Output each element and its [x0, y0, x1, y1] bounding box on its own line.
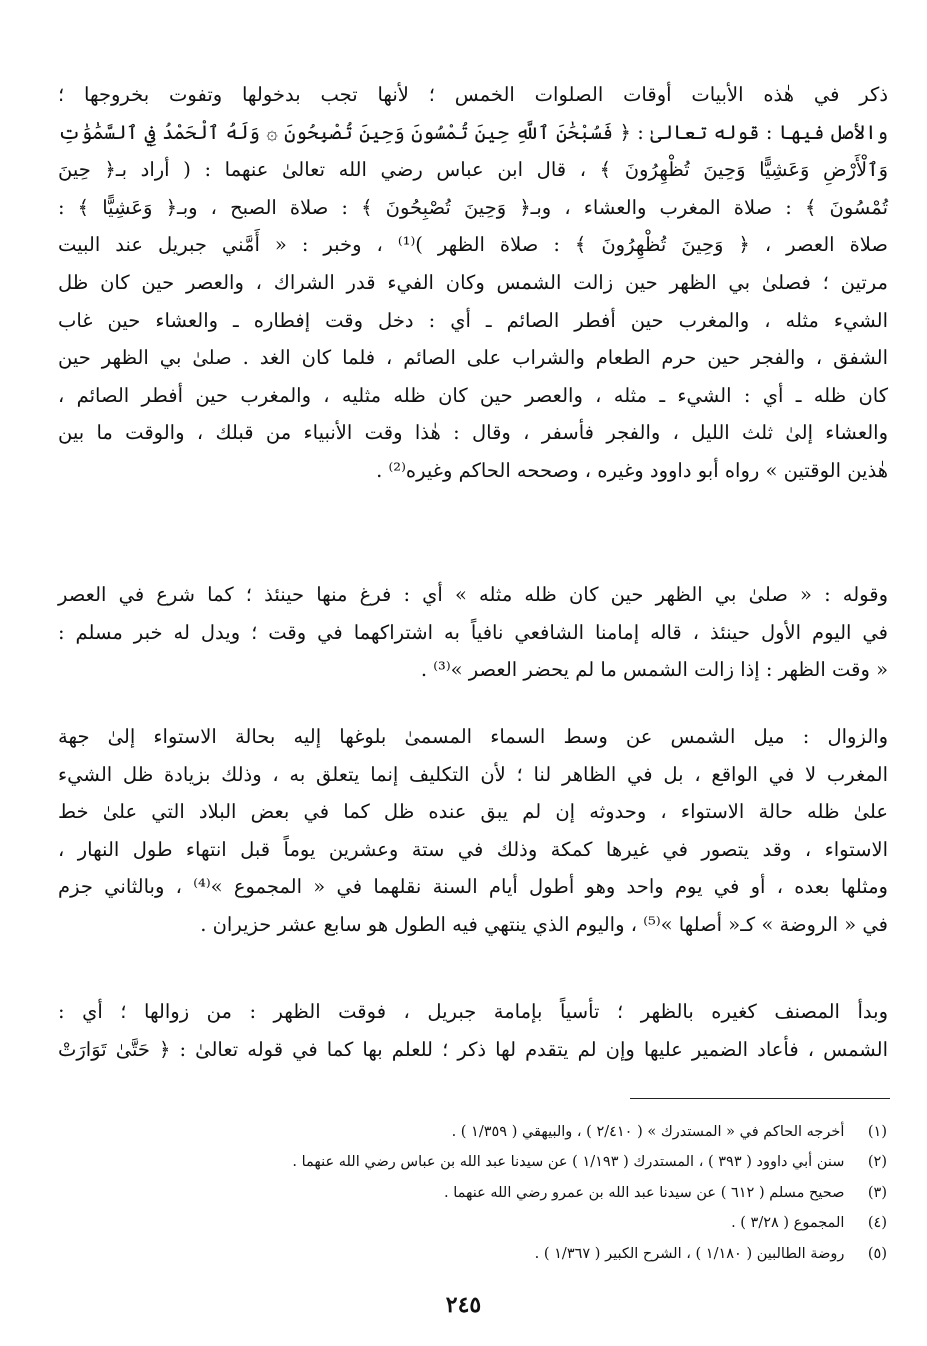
paragraph-4	[58, 993, 888, 1068]
footnote-text: سنن أبي داوود ( ٣٩٣ ) ، المستدرك ( ١/١٩٣ ) عن سيدنا عبد الله بن عباس رضي الله عنهما .	[292, 1154, 845, 1170]
footnote-number: (٤)	[867, 1215, 887, 1231]
text-line: الشمس ، فأعاد الضمير عليها وإن لم يتقدم لها ذكر ؛ للعلم بها كما في قوله تعالىٰ : ﴿ حَتَّىٰ تَوَارَتْ	[58, 1037, 888, 1061]
footnote-text: المجموع ( ٣/٢٨ ) .	[731, 1215, 845, 1231]
text-line: وقوله : « صلىٰ بي الظهر حين كان ظله مثله » أي : فرغ منها حينئذ ؛ كما شرع في العصر	[58, 583, 888, 606]
text-line: وبدأ المصنف كغيره بالظهر ؛ تأسياً بإمامة جبريل ، فوقت الظهر : من زوالها ؛ أي :	[58, 1000, 888, 1023]
footnote	[87, 1148, 887, 1176]
footnote-number: (٣)	[867, 1185, 887, 1201]
footnote-text: صحيح مسلم ( ٦١٢ ) عن سيدنا عبد الله بن عمرو رضي الله عنهما .	[444, 1185, 845, 1201]
footnote-number: (٥)	[867, 1246, 887, 1262]
text-line: ومثلها بعده ، أو في يوم واحد وهو أطول أيام السنة نقلهما في « المجموع »⁽⁴⁾ ، وبالثاني جزم	[58, 875, 888, 899]
text-line: مرتين ؛ فصلىٰ بي الظهر حين زالت الشمس وكان الفيء قدر الشراك ، والعصر حين كان ظل	[58, 270, 888, 294]
text-line: « وقت الظهر : إذا زالت الشمس ما لم يحضر العصر »⁽³⁾ .	[420, 658, 888, 682]
text-line: ذكر في هٰذه الأبيات أوقات الصلوات الخمس ؛ لأنها تجب بدخولها وتفوت بخروجها ؛	[58, 83, 888, 106]
page-number: ٢٤٥	[445, 1292, 482, 1318]
text-line: كان ظله ـ أي : الشيء ـ مثله ، والعصر حين كان ظله مثليه ، والمغرب حين أفطر الصائم ،	[58, 383, 888, 407]
text-line: علىٰ ظله حالة الاستواء ، وحدوثه إن لم يبق عنده ظل كما في بعض البلاد التي علىٰ خط	[58, 800, 888, 824]
footnote	[87, 1179, 887, 1207]
footnote-number: (٢)	[867, 1154, 887, 1170]
footnote-number: (١)	[867, 1124, 887, 1140]
text-line: صلاة العصر ، ﴿ وَحِينَ تُظْهِرُونَ ﴾ : صلاة الظهر )⁽¹⁾ ، وخبر : « أَمَّني جبريل عند البيت	[58, 233, 888, 257]
text-line: والأصل فيها : قوله تعالىٰ : ﴿ فَسُبْحَٰنَ ٱللَّهِ حِينَ تُمْسُونَ وَحِينَ تُصْبِحُونَ ۞ وَلَهُ ٱلْحَمْدُ فِي ٱلسَّمَٰوَٰتِ	[58, 120, 888, 144]
text-line: المغرب لا في الواقع ، بل في الظاهر لنا ؛ لأن التكليف إنما يتعلق به ، وذلك بزيادة ظل الشيء	[58, 762, 888, 786]
text-line: تُمْسُونَ ﴾ : صلاة المغرب والعشاء ، وبـ﴿ وَحِينَ تُصْبِحُونَ ﴾ : صلاة الصبح ، وبـ﴿ وَعَشِيًّا ﴾ :	[58, 195, 888, 219]
text-line: الشيء مثله ، والمغرب حين أفطر الصائم ـ أي : دخل وقت إفطاره ـ والعشاء حين غاب	[58, 308, 888, 332]
paragraph-1	[58, 76, 888, 490]
text-line: في « الروضة » كـ« أصلها »⁽⁵⁾ ، واليوم الذي ينتهي فيه الطول هو سابع عشر حزيران .	[200, 912, 888, 936]
text-line: وَٱلْأَرْضِ وَعَشِيًّا وَحِينَ تُظْهِرُونَ ﴾ ، قال ابن عباس رضي الله تعالىٰ عنهما : ( أراد بـ﴿ حِينَ	[58, 158, 888, 182]
footnote-text: أخرجه الحاكم في « المستدرك » ( ٢/٤١٠ ) ، والبيهقي ( ١/٣٥٩ ) .	[451, 1124, 845, 1140]
footnote	[87, 1118, 887, 1146]
text-line: في اليوم الأول حينئذ ، قاله إمامنا الشافعي نافياً به اشتراكهما في وقت ؛ ويدل له خبر مسلم :	[58, 620, 888, 644]
footnote-separator	[630, 1098, 890, 1099]
footnote	[87, 1240, 887, 1268]
footnote	[87, 1209, 887, 1237]
text-line: والعشاء إلىٰ ثلث الليل ، والفجر فأسفر ، وقال : هٰذا وقت الأنبياء من قبلك ، والوقت ما بين	[58, 421, 888, 445]
text-line: هٰذين الوقتين » رواه أبو داوود وغيره ، وصححه الحاكم وغيره⁽²⁾ .	[376, 458, 888, 482]
paragraph-3	[58, 718, 888, 944]
footnote-text: روضة الطالبين ( ١/١٨٠ ) ، الشرح الكبير ( ١/٣٦٧ ) .	[534, 1246, 845, 1262]
text-line: والزوال : ميل الشمس عن وسط السماء المسمىٰ بلوغها إليه بحالة الاستواء إلىٰ جهة	[58, 725, 888, 748]
paragraph-2	[58, 576, 888, 689]
text-line: الشفق ، والفجر حين حرم الطعام والشراب على الصائم ، فلما كان الغد . صلىٰ بي الظهر حين	[58, 346, 888, 370]
text-line: الاستواء ، وقد يتصور في غيرها كمكة وذلك في ستة وعشرين يوماً قبل انتهاء طول النهار ،	[58, 837, 888, 861]
